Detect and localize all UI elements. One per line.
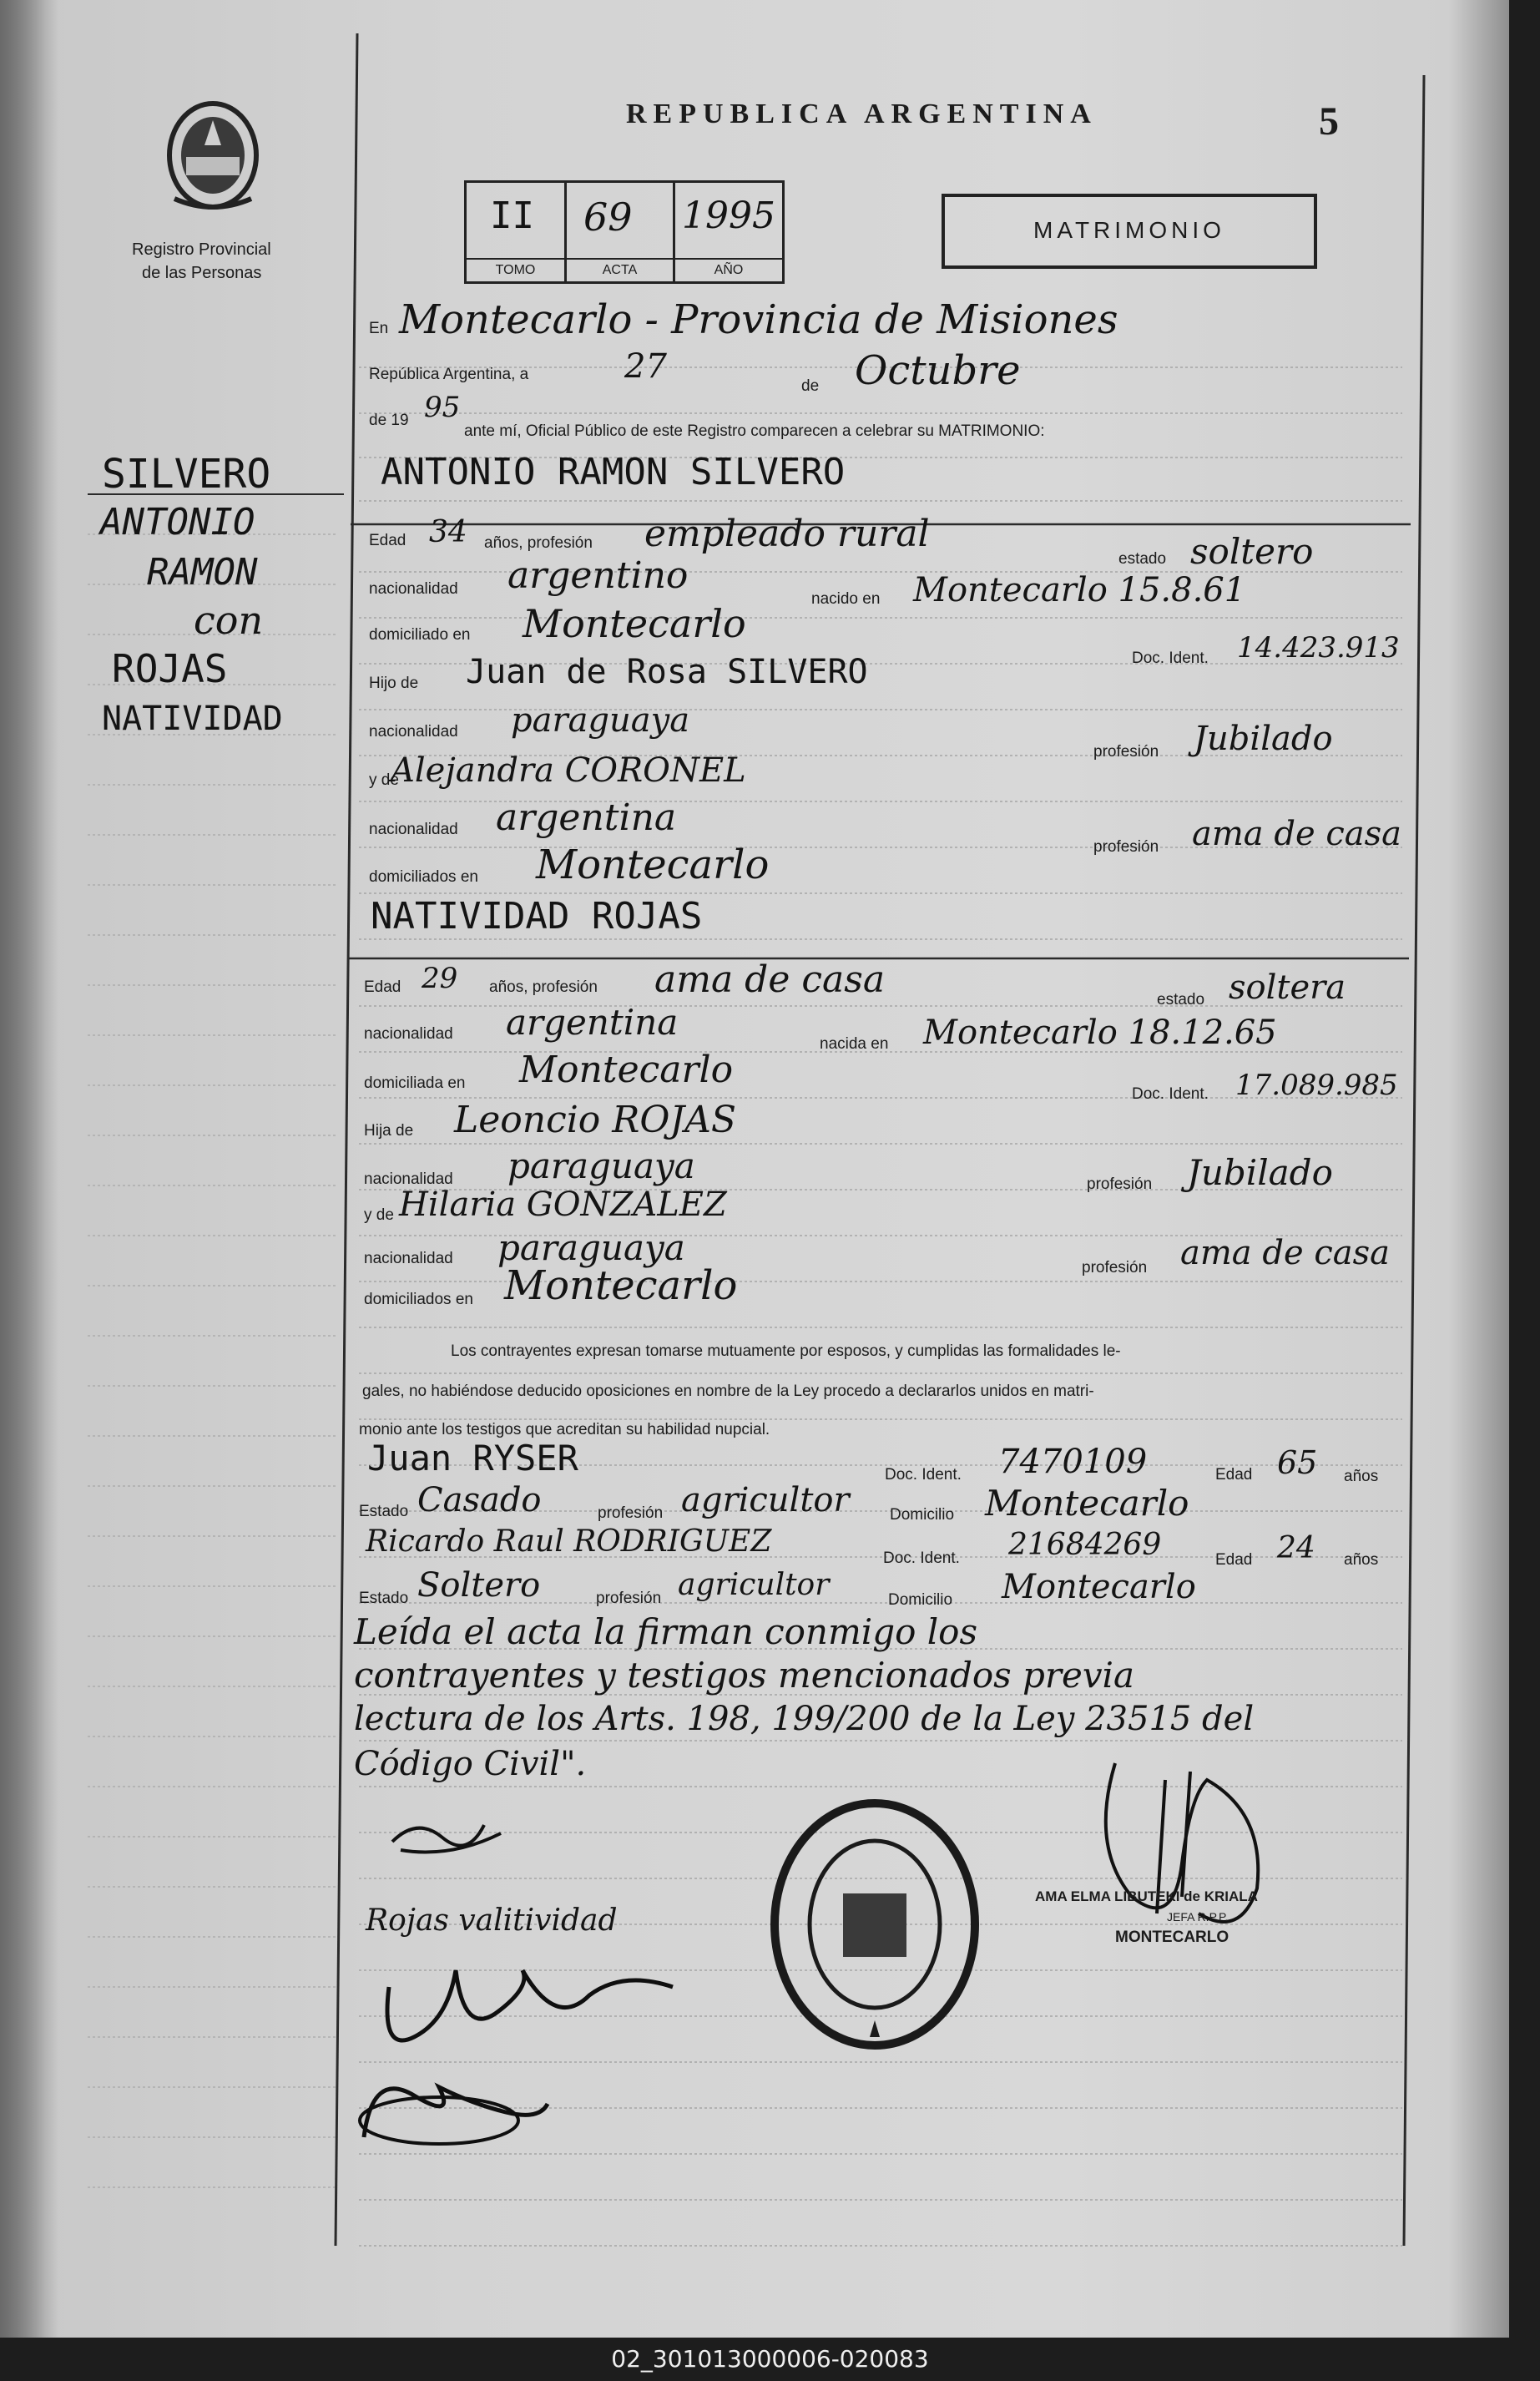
groom-parents-dom-label: domiciliados en: [369, 868, 478, 886]
bride-nacida-label: nacida en: [820, 1035, 889, 1053]
ano-value: 1995: [682, 195, 775, 237]
witness1-age: 65: [1277, 1444, 1318, 1481]
document-type-box: [942, 194, 1317, 269]
margin-bride-surname: ROJAS: [112, 646, 228, 691]
bride-estado-label: estado: [1157, 991, 1205, 1009]
marriage-day: 27: [624, 347, 667, 386]
witness1-profession: agricultor: [681, 1481, 850, 1519]
witness2-address: Montecarlo: [1002, 1568, 1196, 1606]
closing-line1: Leída el acta la firman conmigo los: [354, 1611, 978, 1652]
witness1-edad-label: Edad: [1215, 1466, 1253, 1484]
witness1-anos-label: años: [1344, 1468, 1379, 1485]
coat-of-arms-icon: [163, 99, 263, 215]
groom-father-nac-label: nacionalidad: [369, 723, 458, 741]
bride-document-number: 17.089.985: [1235, 1069, 1398, 1102]
witness2-profession: agricultor: [678, 1568, 830, 1602]
groom-civil-status: soltero: [1190, 531, 1314, 572]
document-type: MATRIMONIO: [1033, 217, 1225, 243]
groom-age: 34: [429, 515, 467, 549]
acta-cell: [567, 183, 675, 281]
declaration-line3: monio ante los testigos que acreditan su habilidad nupcial.: [359, 1421, 770, 1438]
groom-father-prof-label: profesión: [1093, 743, 1159, 761]
ano-label: AÑO: [675, 258, 782, 281]
closing-line4: Código Civil".: [354, 1745, 587, 1783]
witness2-profesion-label: profesión: [596, 1590, 662, 1607]
bride-mother-nationality: paraguaya: [497, 1227, 685, 1268]
bride-yde-label: y de: [364, 1206, 394, 1224]
record-number-box: [464, 180, 785, 284]
witness2-edad-label: Edad: [1215, 1551, 1253, 1569]
groom-mother-nationality: argentina: [496, 796, 677, 839]
year-prefix-label: de 19: [369, 412, 409, 429]
witness2-anos-label: años: [1344, 1551, 1379, 1569]
en-label: En: [369, 320, 389, 337]
groom-nacionalidad-label: nacionalidad: [369, 580, 458, 598]
bride-edad-label: Edad: [364, 978, 401, 996]
groom-father: Juan de Rosa SILVERO: [466, 653, 868, 691]
bride-nationality: argentina: [506, 1002, 679, 1043]
registry-name-line1: Registro Provincial: [132, 240, 271, 259]
bride-civil-status: soltera: [1229, 968, 1346, 1007]
bride-father-profession: Jubilado: [1187, 1152, 1333, 1193]
witness2-age: 24: [1277, 1531, 1315, 1565]
rojas-note: Rojas valitividad: [366, 1903, 618, 1938]
witness2-document: 21684269: [1008, 1528, 1162, 1562]
groom-profession: empleado rural: [644, 513, 930, 555]
bride-anos-label: años, profesión: [489, 978, 598, 996]
groom-anos-label: años, profesión: [484, 534, 593, 552]
margin-first-name: ANTONIO: [100, 501, 255, 543]
official-location: MONTECARLO: [1115, 1929, 1229, 1946]
image-caption: 02_301013000006-020083: [611, 2345, 929, 2373]
bride-parents-dom-label: domiciliados en: [364, 1291, 473, 1308]
witness2-estado-label: Estado: [359, 1590, 409, 1607]
margin-surname: SILVERO: [102, 451, 271, 498]
groom-father-profession: Jubilado: [1194, 720, 1333, 758]
page-number: 5: [1319, 99, 1339, 144]
bride-parents-address: Montecarlo: [504, 1262, 738, 1309]
witness1-document: 7470109: [998, 1443, 1148, 1481]
country-heading: REPUBLICA ARGENTINA: [626, 99, 1098, 129]
closing-line2: contrayentes y testigos mencionados previa: [354, 1655, 1135, 1696]
groom-mother-nac-label: nacionalidad: [369, 821, 458, 838]
witness1-estado-label: Estado: [359, 1503, 409, 1520]
bride-father-prof-label: profesión: [1087, 1175, 1153, 1193]
witness1-name: Juan RYSER: [367, 1438, 578, 1479]
bride-mother: Hilaria GONZALEZ: [399, 1185, 727, 1224]
witness1-address: Montecarlo: [985, 1483, 1189, 1524]
groom-full-name: ANTONIO RAMON SILVERO: [381, 451, 846, 493]
groom-mother: Alejandra CORONEL: [391, 751, 746, 790]
groom-domicilio-label: domiciliado en: [369, 626, 471, 644]
marriage-place: Montecarlo - Provincia de Misiones: [399, 296, 1118, 343]
groom-nationality: argentino: [507, 554, 689, 597]
ano-cell: [675, 183, 782, 281]
bride-hija-label: Hija de: [364, 1122, 414, 1140]
witness1-profesion-label: profesión: [598, 1504, 664, 1522]
witness1-civil-status: Casado: [417, 1481, 542, 1519]
de-label: de: [801, 377, 820, 395]
groom-document-number: 14.423.913: [1237, 631, 1400, 665]
tomo-cell: [467, 183, 567, 281]
registry-name-line2: de las Personas: [142, 264, 262, 282]
acta-label: ACTA: [567, 258, 673, 281]
groom-mother-prof-label: profesión: [1093, 838, 1159, 856]
bride-nacionalidad-label: nacionalidad: [364, 1025, 453, 1043]
witness2-domicilio-label: Domicilio: [888, 1591, 953, 1609]
groom-parents-address: Montecarlo: [536, 842, 770, 888]
tomo-label: TOMO: [467, 258, 564, 281]
bride-address: Montecarlo: [519, 1049, 734, 1091]
official-name: AMA ELMA LIBUTEKI de KRIALA: [1035, 1888, 1258, 1904]
bride-mother-profession: ama de casa: [1180, 1234, 1390, 1272]
groom-yde-label: y de: [369, 771, 399, 789]
closing-line3: lectura de los Arts. 198, 199/200 de la Ley 23515 del: [354, 1700, 1255, 1738]
bride-mother-prof-label: profesión: [1082, 1259, 1148, 1276]
bride-mother-nac-label: nacionalidad: [364, 1250, 453, 1267]
margin-con: con: [194, 598, 264, 643]
tomo-value: II: [490, 195, 534, 237]
bride-age: 29: [422, 962, 458, 995]
groom-nacido-label: nacido en: [811, 590, 881, 608]
marriage-month: Octubre: [855, 347, 1021, 394]
bride-birthplace: Montecarlo 18.12.65: [923, 1014, 1277, 1052]
witness2-name: Ricardo Raul RODRIGUEZ: [366, 1524, 772, 1559]
bride-profession: ama de casa: [654, 958, 886, 1001]
republica-label: República Argentina, a: [369, 366, 529, 383]
margin-bride-name: NATIVIDAD: [102, 700, 283, 738]
bride-domicilio-label: domiciliada en: [364, 1074, 466, 1092]
official-stamp-icon: [766, 1795, 983, 2054]
margin-second-name: RAMON: [147, 551, 258, 594]
official-title: JEFA R.P.P.: [1167, 1910, 1229, 1924]
intro-statement: ante mí, Oficial Público de este Registro comparecen a celebrar su MATRIMONIO:: [464, 422, 1045, 440]
witness1-domicilio-label: Domicilio: [890, 1506, 955, 1524]
acta-value: 69: [583, 195, 633, 240]
witness2-civil-status: Soltero: [417, 1566, 541, 1605]
groom-father-nationality: paraguaya: [511, 701, 690, 740]
bride-father-nac-label: nacionalidad: [364, 1170, 453, 1188]
bride-father: Leoncio ROJAS: [454, 1099, 737, 1141]
groom-birthplace: Montecarlo 15.8.61: [913, 571, 1246, 609]
groom-mother-profession: ama de casa: [1192, 815, 1401, 853]
bride-doc-label: Doc. Ident.: [1132, 1085, 1209, 1103]
bride-father-nationality: paraguaya: [507, 1145, 695, 1186]
witness1-doc-label: Doc. Ident.: [885, 1466, 962, 1484]
groom-hijo-label: Hijo de: [369, 675, 419, 692]
marriage-year: 95: [424, 391, 461, 424]
signature-scribble: [384, 1808, 518, 1867]
groom-address: Montecarlo: [523, 601, 746, 646]
witness2-doc-label: Doc. Ident.: [883, 1549, 960, 1567]
groom-doc-label: Doc. Ident.: [1132, 650, 1209, 667]
declaration-line1: Los contrayentes expresan tomarse mutuamente por esposos, y cumplidas las formalidades le-: [451, 1342, 1121, 1360]
declaration-line2: gales, no habiéndose deducido oposiciones en nombre de la Ley procedo a declararlos unidos en matri-: [362, 1383, 1094, 1400]
bride-full-name: NATIVIDAD ROJAS: [371, 895, 703, 938]
groom-estado-label: estado: [1118, 550, 1167, 568]
groom-signature: [339, 1937, 689, 2154]
groom-edad-label: Edad: [369, 532, 406, 549]
